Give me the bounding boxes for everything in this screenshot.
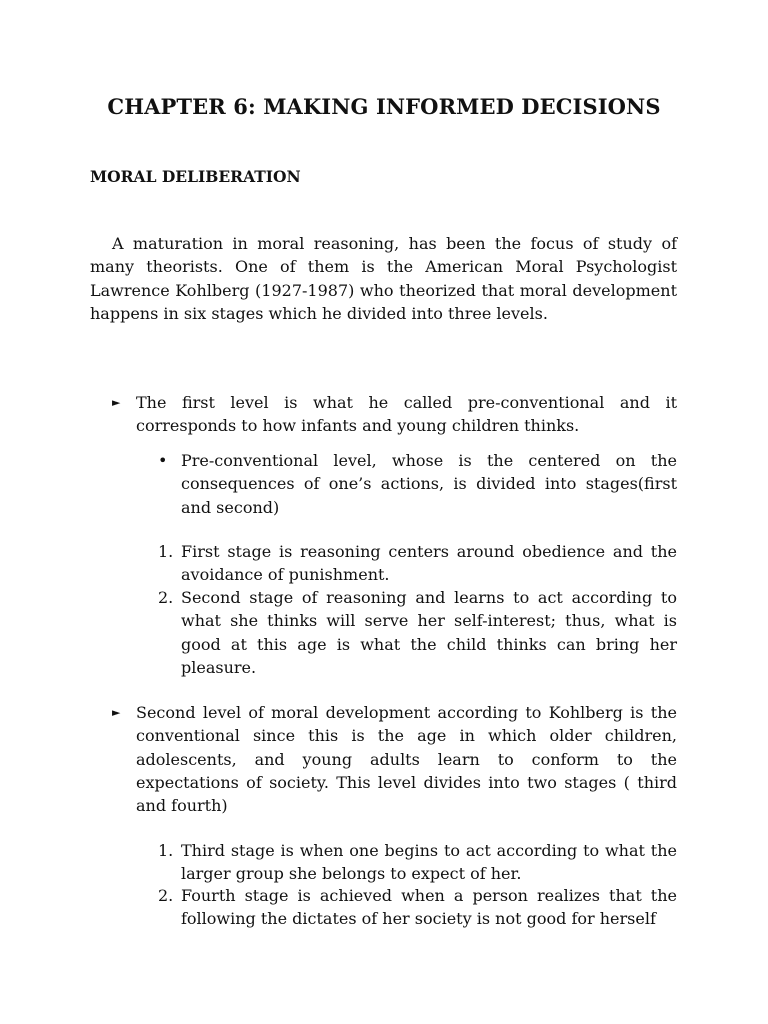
stage-text: Fourth stage is achieved when a person realizes that the following the dictates of her society is not good for herself (181, 886, 677, 929)
stage-number: 1. (158, 542, 174, 561)
chapter-title: CHAPTER 6: MAKING INFORMED DECISIONS (107, 94, 661, 119)
triangle-bullet-icon: ► (112, 396, 121, 409)
intro-paragraph: A maturation in moral reasoning, has been the focus of study of many theorists. One of them is the American Moral Psychologist Lawrence Kohlberg (1927-1987) who theorized that moral development happens in six stages which he divided into three levels. (90, 234, 677, 323)
stage-number: 1. (158, 841, 174, 860)
stage-number: 2. (158, 588, 174, 607)
level-item-second (112, 701, 677, 817)
dot-bullet-icon: • (158, 451, 168, 470)
level-text: The first level is what he called pre-conventional and it corresponds to how infants and young children thinks. (136, 393, 677, 436)
stage-text: Third stage is when one begins to act according to what the larger group she belongs to expect of her. (181, 841, 677, 884)
triangle-bullet-icon: ► (112, 706, 121, 719)
stage-item-first (158, 540, 677, 587)
sub-bullet-text: Pre-conventional level, whose is the centered on the consequences of one’s actions, is divided into stages(first and second) (181, 451, 677, 517)
level-item-first (112, 391, 677, 438)
stage-text: Second stage of reasoning and learns to act according to what she thinks will serve her self-interest; thus, what is good at this age is what the child thinks can bring her pleasure. (181, 588, 677, 677)
stage-item-third (158, 839, 677, 886)
stage-text: First stage is reasoning centers around obedience and the avoidance of punishment. (181, 542, 677, 585)
stage-item-second (158, 586, 677, 679)
sub-bullet-item (158, 449, 677, 519)
stage-number: 2. (158, 886, 174, 905)
section-heading: MORAL DELIBERATION (90, 167, 301, 186)
level-text: Second level of moral development according to Kohlberg is the conventional since this is the age in which older children, adolescents, and young adults learn to conform to the expectations of society. This level divides into two stages ( third and fourth) (136, 703, 677, 816)
stage-item-fourth (158, 884, 677, 931)
